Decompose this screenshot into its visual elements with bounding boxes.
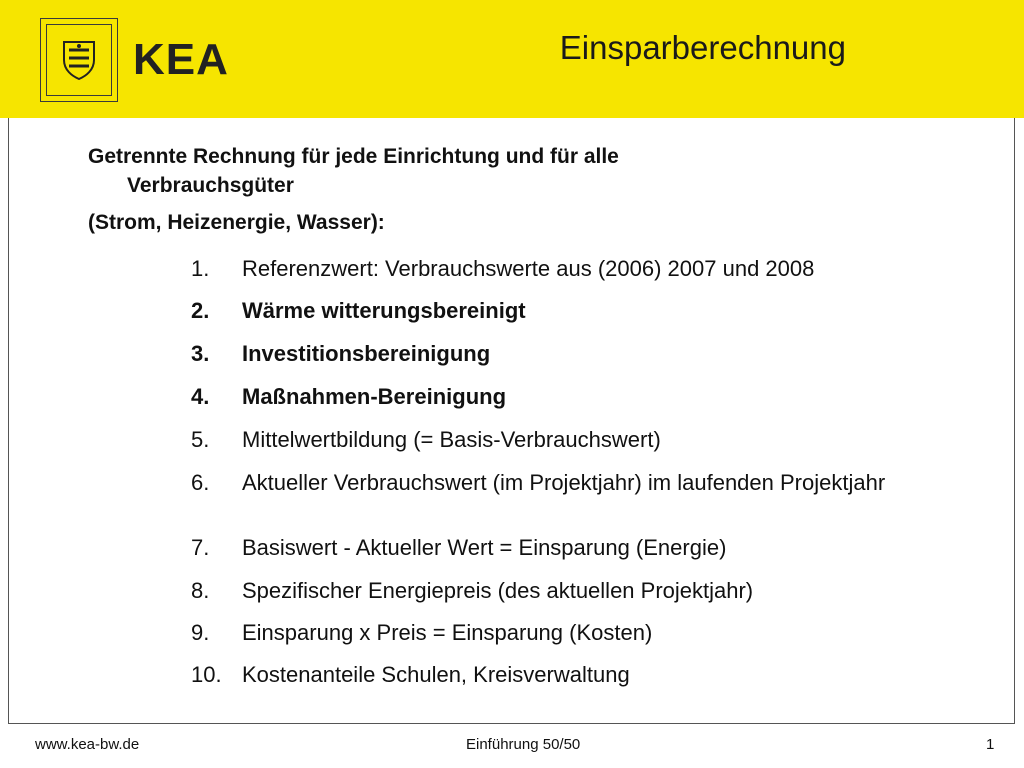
list-item-text: Mittelwertbildung (= Basis-Verbrauchswert) [242, 427, 661, 452]
list-item-text: Maßnahmen-Bereinigung [242, 384, 507, 409]
coat-of-arms-icon [62, 40, 96, 80]
footer-page-number: 1 [986, 736, 995, 753]
footer-url: www.kea-bw.de [35, 736, 140, 753]
list-item-text: Kostenanteile Schulen, Kreisverwaltung [242, 662, 630, 687]
list-item-number: 6. [191, 470, 210, 495]
list-item-text: Investitionsbereinigung [242, 341, 491, 366]
list-item-text: Einsparung x Preis = Einsparung (Kosten) [242, 620, 653, 645]
logo-text: KEA [133, 35, 229, 84]
list-item-number: 7. [191, 535, 210, 560]
list-item-text: Wärme witterungsbereinigt [242, 298, 526, 323]
list-item-number: 5. [191, 427, 210, 452]
intro-line-2: Verbrauchsgüter [127, 174, 294, 197]
list-item-number: 2. [191, 298, 210, 323]
list-item-number: 9. [191, 620, 210, 645]
intro-line-1: Getrennte Rechnung für jede Einrichtung und für alle [88, 145, 619, 168]
intro-line-3: (Strom, Heizenergie, Wasser): [88, 211, 385, 234]
list-item-text: Aktueller Verbrauchswert (im Projektjahr) im laufenden Projektjahr [242, 470, 886, 495]
list-item-number: 10. [191, 662, 222, 687]
list-item-text: Referenzwert: Verbrauchswerte aus (2006) 2007 und 2008 [242, 256, 815, 281]
logo-divider [117, 18, 118, 102]
page-title: Einsparberechnung [559, 29, 846, 66]
list-item-text: Spezifischer Energiepreis (des aktuellen Projektjahr) [242, 578, 754, 603]
list-item-number: 4. [191, 384, 210, 409]
list-item-number: 8. [191, 578, 210, 603]
list-item-number: 3. [191, 341, 210, 366]
list-item-text: Basiswert - Aktueller Wert = Einsparung (Energie) [242, 535, 727, 560]
footer-section: Einführung 50/50 [466, 736, 581, 753]
list-item-number: 1. [191, 256, 210, 281]
